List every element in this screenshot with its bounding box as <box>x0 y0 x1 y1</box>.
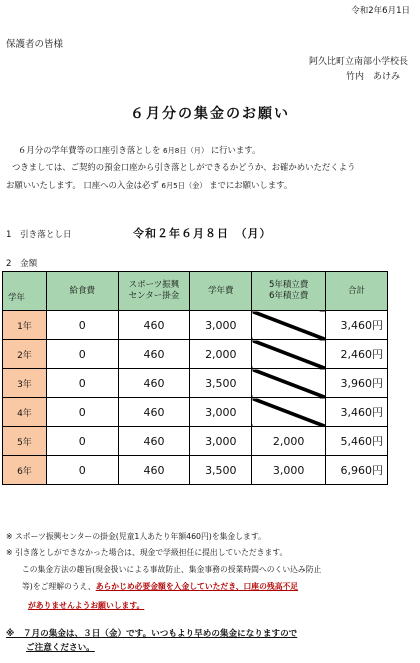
body-line-3-b: までにお願いします。 <box>209 180 293 190</box>
row-grade: 4年 <box>3 398 47 427</box>
row-sport: 460 <box>118 311 190 340</box>
row-fee: 3,500 <box>190 369 252 398</box>
header-savings <box>252 272 326 311</box>
row-lunch: 0 <box>46 340 118 369</box>
body-line-1-a: ６月分の学年費等の口座引き落としを <box>18 145 161 155</box>
section-amount-label: 2 金額 <box>6 259 38 269</box>
row-sport: 460 <box>118 398 190 427</box>
table-row <box>3 398 388 427</box>
row-savings-empty <box>252 398 326 427</box>
row-total: 3,960円 <box>326 369 388 398</box>
table-row <box>3 369 388 398</box>
row-total: 3,460円 <box>326 398 388 427</box>
note-cash-fallback: ※ 引き落としができなかった場合は、現金で学級担任に提出していただきます。 <box>6 548 288 557</box>
row-lunch: 0 <box>46 311 118 340</box>
header-lunch: 給食費 <box>46 272 118 311</box>
note-highlight-2: がありませんようお願いします。 <box>28 601 145 610</box>
row-savings: 2,000 <box>252 427 326 456</box>
principal-name: 竹内 あけみ <box>345 72 400 82</box>
row-fee: 3,500 <box>190 456 252 485</box>
row-total: 3,460円 <box>326 311 388 340</box>
row-total: 5,460円 <box>326 427 388 456</box>
body-line-1-b: に行います。 <box>210 145 261 155</box>
note-july-collection: ※ ７月の集金は、３日（金）です。いつもより早めの集金になりますので <box>6 629 298 639</box>
header-savings-line2: 6年積立費 <box>268 291 309 301</box>
section-debit-date-label: 1 引き落とし日 <box>6 230 72 240</box>
note-highlight-1: あらかじめ必要金額を入金していただき、口座の残高不足 <box>95 582 299 591</box>
row-fee: 3,000 <box>190 398 252 427</box>
header-savings-line1: 5年積立費 <box>268 280 309 290</box>
page-title: ６月分の集金のお願い <box>130 106 290 122</box>
row-grade: 5年 <box>3 427 47 456</box>
row-grade: 3年 <box>3 369 47 398</box>
header-school-fee: 学年費 <box>190 272 252 311</box>
table-row <box>3 340 388 369</box>
row-lunch: 0 <box>46 369 118 398</box>
row-savings-empty <box>252 340 326 369</box>
body-line-1 <box>18 144 260 156</box>
row-lunch: 0 <box>46 456 118 485</box>
body-line-2: つきましては、ご契約の預金口座から引き落としができるかどうか、お確かめいただくよう <box>12 162 356 172</box>
header-sport-line1: スポーツ振興 <box>128 280 180 290</box>
row-fee: 3,000 <box>190 311 252 340</box>
row-savings-empty <box>252 311 326 340</box>
table-row <box>3 311 388 340</box>
row-sport: 460 <box>118 340 190 369</box>
fee-table <box>2 271 388 485</box>
debit-date-inline: 6月8日（月） <box>163 146 209 155</box>
row-lunch: 0 <box>46 427 118 456</box>
greeting: 保護者の皆様 <box>6 39 64 50</box>
deposit-deadline-inline: 6月5日（金） <box>161 181 207 190</box>
header-grade: 学年 <box>3 272 47 311</box>
row-lunch: 0 <box>46 398 118 427</box>
row-total: 2,460円 <box>326 340 388 369</box>
table-row <box>3 427 388 456</box>
row-sport: 460 <box>118 369 190 398</box>
section-debit-date-value: 令和２年６月８日 （月） <box>133 227 272 240</box>
row-savings-empty <box>252 369 326 398</box>
school-name: 阿久比町立南部小学校長 <box>308 57 408 67</box>
row-total: 6,960円 <box>326 456 388 485</box>
note-purpose-2-a: 等)をご理解のうえ、 <box>22 582 96 591</box>
row-grade: 1年 <box>3 311 47 340</box>
body-line-3-a: お願いいたします。 口座への入金は必ず <box>6 180 159 190</box>
row-sport: 460 <box>118 456 190 485</box>
note-july-collection-2: ご注意ください。 <box>26 643 95 653</box>
note-purpose-2 <box>22 581 298 592</box>
fee-table-header-row <box>3 272 388 311</box>
row-grade: 6年 <box>3 456 47 485</box>
row-savings: 3,000 <box>252 456 326 485</box>
header-sport <box>118 272 190 311</box>
row-fee: 2,000 <box>190 340 252 369</box>
row-grade: 2年 <box>3 340 47 369</box>
issue-date: 令和2年6月1日 <box>351 6 410 16</box>
header-total: 合計 <box>326 272 388 311</box>
row-sport: 460 <box>118 427 190 456</box>
body-line-3 <box>6 179 292 191</box>
table-row <box>3 456 388 485</box>
note-purpose: この集金方法の趣旨(現金扱いによる事故防止、集金事務の授業時間へのくい込み防止 <box>22 565 322 574</box>
row-fee: 3,000 <box>190 427 252 456</box>
header-sport-line2: センター掛金 <box>128 291 180 301</box>
note-sport-premium: ※ スポーツ振興センターの掛金(児童1人あたり年額460円)を集金します。 <box>6 532 266 541</box>
